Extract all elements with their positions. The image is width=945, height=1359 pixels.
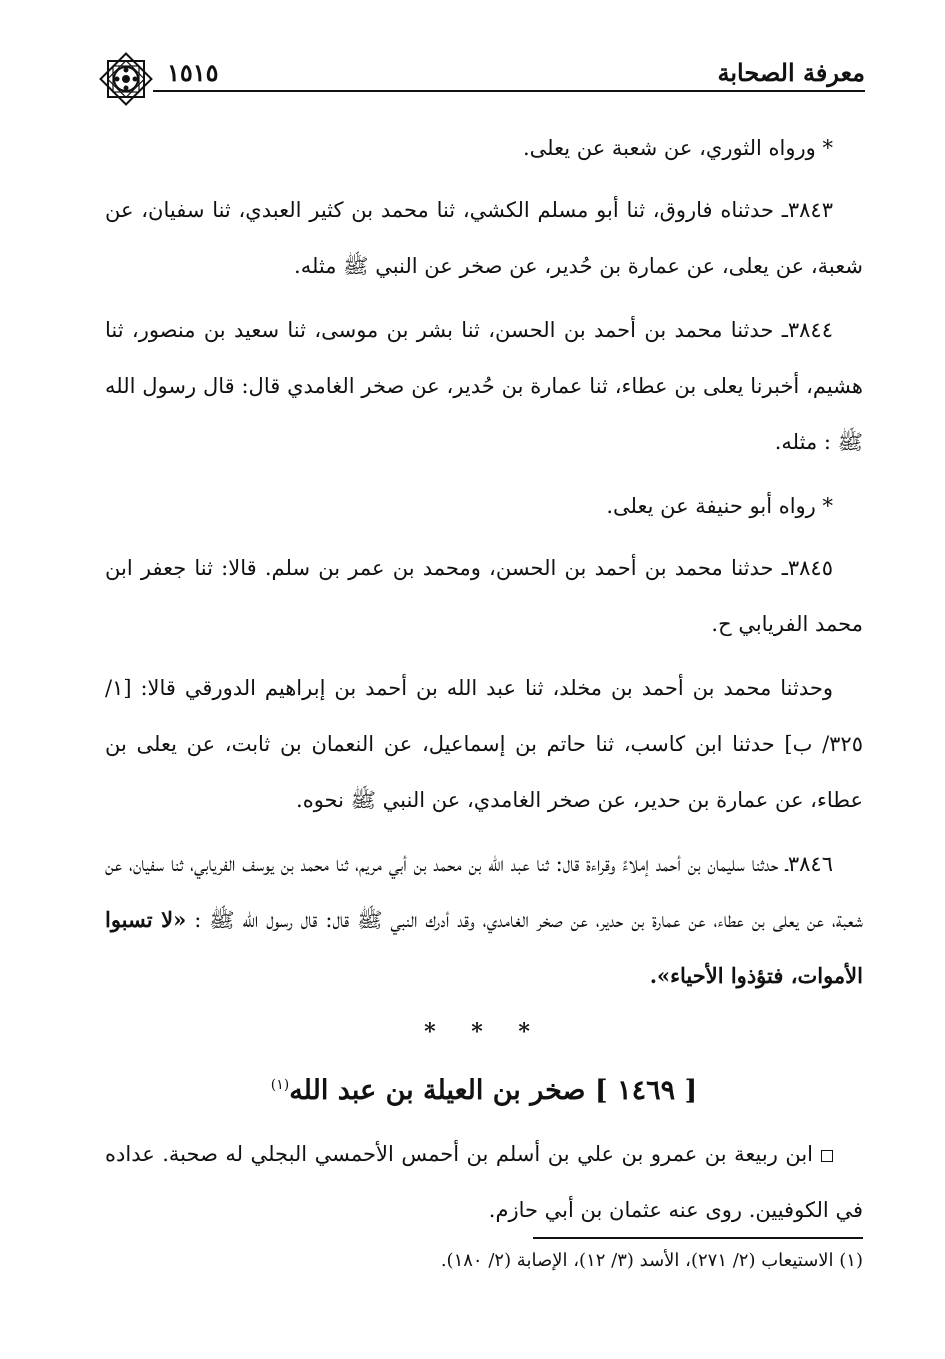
paragraph-chain-continuation: وحدثنا محمد بن أحمد بن مخلد، ثنا عبد الله بن أحمد بن إبراهيم الدورقي قالا: [١/ ٣٢٥/ ب] حدثنا ابن كاسب، ثنا حاتم بن إسماعيل، عن النعمان بن ثابت، عن يعلى بن عطاء، عن عمارة بن حدير، عن صخر الغامدي، عن النبي ﷺ نحوه.: [105, 676, 863, 812]
paragraph-3843: ٣٨٤٣ـ حدثناه فاروق، ثنا أبو مسلم الكشي، ثنا محمد بن كثير العبدي، ثنا سفيان، عن شعبة، عن يعلى، عن عمارة بن حُدير، عن صخر عن النبي ﷺ مثله.: [105, 198, 863, 278]
main-text: [105, 120, 863, 1246]
footnote-mark: (١): [270, 1077, 290, 1093]
paragraph-narration-note: * رواه أبو حنيفة عن يعلى.: [606, 494, 833, 518]
paragraph-3846: [105, 836, 863, 1004]
hadith-quote: «لا تسبوا الأموات، فتؤذوا الأحياء».: [105, 907, 863, 988]
square-bullet-icon: [821, 1150, 833, 1162]
section-separator: * * *: [424, 1019, 544, 1045]
biography-text: ابن ربيعة بن عمرو بن علي بن أسلم بن أحمس الأحمسي البجلي له صحبة. عداده في الكوفيين. روى عنه عثمان بن أبي حازم.: [105, 1142, 863, 1222]
footnote: (١) الاستيعاب (٢/ ٢٧١)، الأسد (٣/ ١٢)، الإصابة (٢/ ١٨٠).: [440, 1250, 863, 1271]
section-heading: [105, 1054, 863, 1122]
paragraph-3846-text: ٣٨٤٦ـ حدثنا سليمان بن أحمد إملاءً وقراءة قال: ثنا عبد الله بن محمد بن أبي مريم، ثنا محمد بن يوسف الفريابي، ثنا سفيان، عن شعبة، عن يعلى بن عطاء، عن عمارة بن حدير، عن صخر الغامدي، وقد أدرك النبي ﷺ قال: قال رسول الله ﷺ :: [105, 852, 863, 932]
biography-paragraph: [105, 1126, 863, 1238]
paragraph-3844: ٣٨٤٤ـ حدثنا محمد بن أحمد بن الحسن، ثنا بشر بن موسى، ثنا سعيد بن منصور، ثنا هشيم، أخبرنا يعلى بن عطاء، ثنا عمارة بن حُدير، عن صخر الغامدي قال: قال رسول الله ﷺ : مثله.: [105, 318, 863, 454]
paragraph-1: * ورواه الثوري، عن شعبة عن يعلى.: [522, 136, 833, 160]
header-rule: [153, 90, 865, 92]
section-heading-text: [ ١٤٦٩ ] صخر بن العيلة بن عبد الله: [289, 1075, 698, 1106]
page-number: ١٥١٥: [167, 58, 219, 87]
paragraph-3845: ٣٨٤٥ـ حدثنا محمد بن أحمد بن الحسن، ومحمد بن عمر بن سلم. قالا: ثنا جعفر ابن محمد الفريابي ح.: [105, 556, 863, 636]
star-ornament-icon: [95, 48, 157, 110]
page-header: [95, 48, 865, 108]
running-title: معرفة الصحابة: [717, 58, 865, 87]
footnote-rule: [533, 1237, 863, 1239]
